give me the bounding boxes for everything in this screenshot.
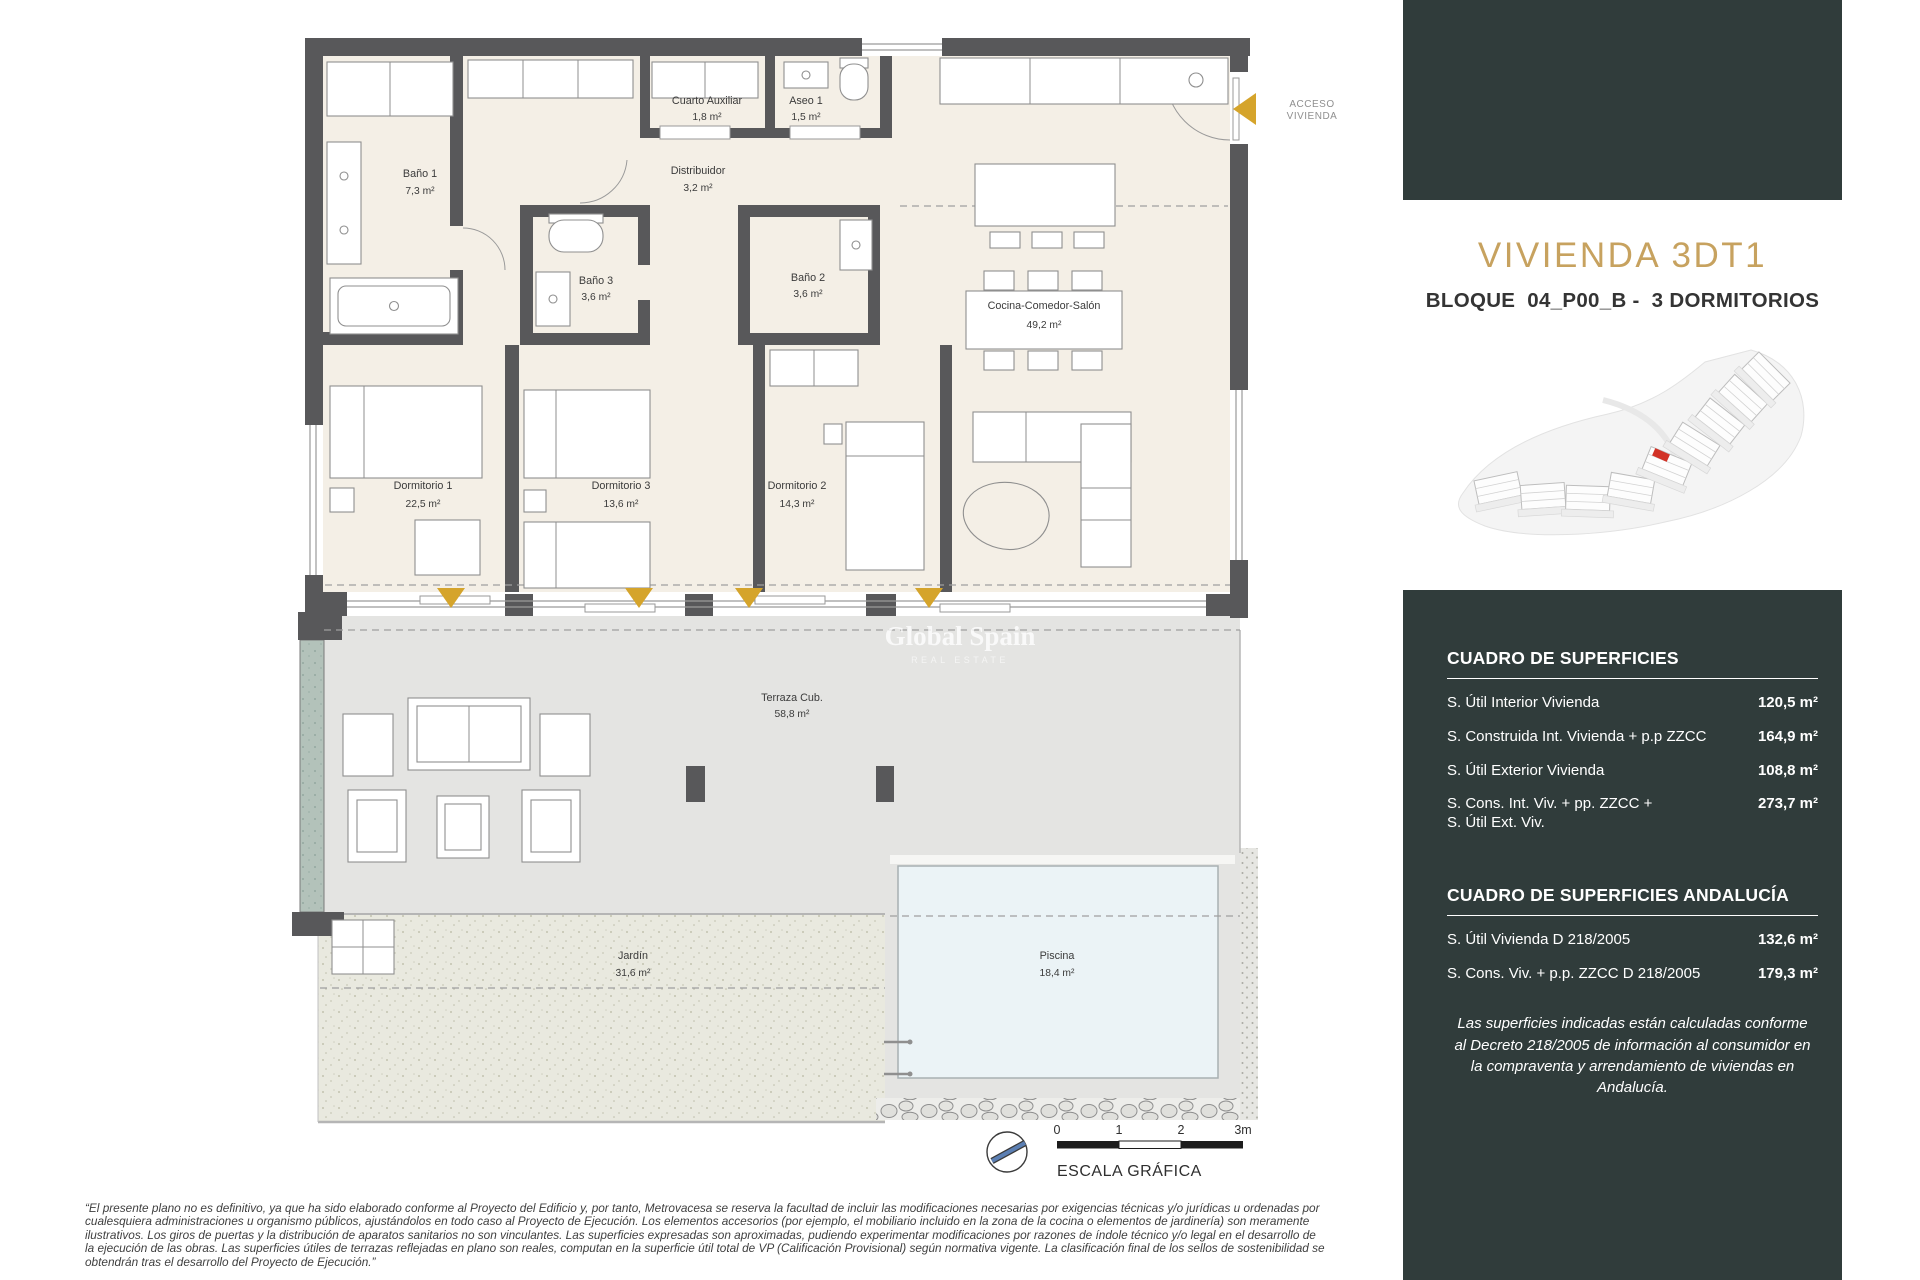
room-area: 3,2 m²	[683, 183, 713, 194]
north-compass	[987, 1132, 1027, 1172]
unit-subtitle: BLOQUE 04_P00_B - 3 DORMITORIOS	[1425, 289, 1820, 312]
room-label: Terraza Cub.	[761, 692, 823, 704]
access-label-line1: ACCESO	[1289, 99, 1335, 110]
room-area: 7,3 m²	[405, 186, 435, 197]
surface-row	[1447, 931, 1818, 950]
room-label: Aseo 1	[789, 95, 823, 107]
unit-title: VIVIENDA 3DT1	[1477, 236, 1768, 275]
surface-row-label-line1: S. Cons. Int. Viv. + pp. ZZCC +	[1447, 795, 1653, 813]
surfaces-heading: CUADRO DE SUPERFICIES	[1447, 648, 1818, 679]
scale-tick: 3m	[1234, 1123, 1252, 1137]
scale-tick: 1	[1115, 1123, 1123, 1137]
room-area: 22,5 m²	[405, 499, 441, 510]
room-area: 31,6 m²	[615, 968, 651, 979]
room-area: 3,6 m²	[581, 292, 611, 303]
disclaimer-line: obtendrán tras el desarrollo del Proyecto de Ejecución.”	[85, 1254, 376, 1269]
legal-disclaimer	[85, 1202, 1325, 1269]
planter-strip	[300, 640, 324, 912]
surface-row-label: S. Útil Exterior Vivienda	[1447, 761, 1605, 779]
surface-row-value: 164,9 m²	[1757, 727, 1818, 745]
room-area: 1,8 m²	[692, 112, 722, 123]
room-label: Dormitorio 2	[767, 480, 827, 492]
room-area: 58,8 m²	[774, 709, 810, 720]
room-label: Cocina-Comedor-Salón	[987, 300, 1101, 312]
surfaces-panel	[1403, 590, 1842, 1280]
gravel-border	[1240, 848, 1258, 1120]
room-label: Jardín	[617, 950, 649, 962]
graphic-scale	[1054, 1123, 1252, 1180]
disclaimer-line: cualesquiera administraciones u organismo públicos, ajustándolos en todo caso al Proyecto de Ejecución. Los elementos accesorios (por ejemplo, el mobiliario incluido en la zona de la cocina o elementos de jardinería) son meramente	[85, 1214, 1310, 1229]
surface-row-label	[1447, 795, 1652, 833]
watermark-line1: Global Spain	[884, 621, 1036, 651]
access-marker	[1233, 93, 1337, 125]
surface-row-label: S. Cons. Viv. + p.p. ZZCC D 218/2005	[1447, 964, 1701, 982]
scale-tick: 0	[1053, 1123, 1061, 1137]
room-area: 49,2 m²	[1026, 320, 1062, 331]
surface-row-label-line2: S. Útil Ext. Viv.	[1447, 814, 1545, 831]
room-label: Dormitorio 3	[591, 480, 651, 492]
surface-row	[1447, 965, 1818, 984]
sidebar-top-block	[1403, 0, 1842, 200]
surface-row	[1447, 762, 1818, 781]
surface-row	[1447, 694, 1818, 713]
surfaces-andalucia-heading: CUADRO DE SUPERFICIES ANDALUCÍA	[1447, 885, 1818, 916]
surface-row-label: S. Útil Interior Vivienda	[1447, 694, 1600, 711]
room-label: Dormitorio 1	[393, 480, 453, 492]
room-area: 14,3 m²	[779, 499, 815, 510]
masterplan-render-image	[1403, 338, 1842, 563]
disclaimer-line: “El presente plano no es definitivo, ya que ha sido elaborado conforme al Proyecto del Edificio y, por tanto, Metrovacesa se reserva la facultad de incluir las modificaciones necesarias por exigencias técnicas y/o jurídicas u ordenadas por	[85, 1201, 1320, 1215]
room-label: Baño 1	[402, 168, 438, 180]
scale-tick: 2	[1177, 1123, 1185, 1137]
surface-row-value: 120,5 m²	[1757, 694, 1818, 711]
stone-border	[876, 1098, 1256, 1120]
room-label: Piscina	[1039, 950, 1075, 962]
surface-row-label: S. Construida Int. Vivienda + p.p ZZCC	[1447, 727, 1707, 745]
access-label-line2: VIVIENDA	[1286, 111, 1338, 122]
surface-row-value: 179,3 m²	[1757, 964, 1818, 982]
info-sidebar	[1403, 0, 1842, 1280]
watermark-line2: REAL ESTATE	[911, 655, 1009, 665]
disclaimer-line: la ejecución de las obras. Las superficies útiles de terrazas reflejadas en plano son reales, computan en la superficie útil total de VP (Calificación Provisional) según normativa vigente. La clasificación final de los sellos de sostenibilidad se	[85, 1241, 1325, 1256]
surface-row-value: 132,6 m²	[1757, 930, 1818, 948]
room-area: 13,6 m²	[603, 499, 639, 510]
room-label: Distribuidor	[670, 165, 726, 177]
scale-label: ESCALA GRÁFICA	[1057, 1163, 1202, 1180]
room-label: Cuarto Auxiliar	[671, 95, 743, 107]
surface-row-value: 273,7 m²	[1757, 795, 1818, 813]
room-label: Baño 3	[578, 275, 614, 287]
room-area: 1,5 m²	[791, 112, 821, 123]
room-label: Baño 2	[790, 272, 826, 284]
decree-note: Las superficies indicadas están calculadas conforme al Decreto 218/2005 de información al consumidor en la compraventa y arrendamiento de viviendas en Andalucía.	[1454, 1015, 1811, 1097]
room-area: 18,4 m²	[1039, 968, 1075, 979]
surface-row-value: 108,8 m²	[1757, 761, 1818, 779]
surface-row	[1447, 728, 1818, 747]
garden-zone	[318, 915, 885, 1122]
surface-row	[1447, 795, 1818, 833]
disclaimer-line: ilustrativos. Los giros de puertas y la distribución de aparatos sanitarios no son vinculantes. Las superficies expresadas son aproximadas, pudiendo experimentar modificaciones por razones de índole técnico y/o legal en el desarrollo de	[85, 1227, 1316, 1242]
surface-row-label: S. Útil Vivienda D 218/2005	[1447, 930, 1631, 948]
room-area: 3,6 m²	[793, 289, 823, 300]
